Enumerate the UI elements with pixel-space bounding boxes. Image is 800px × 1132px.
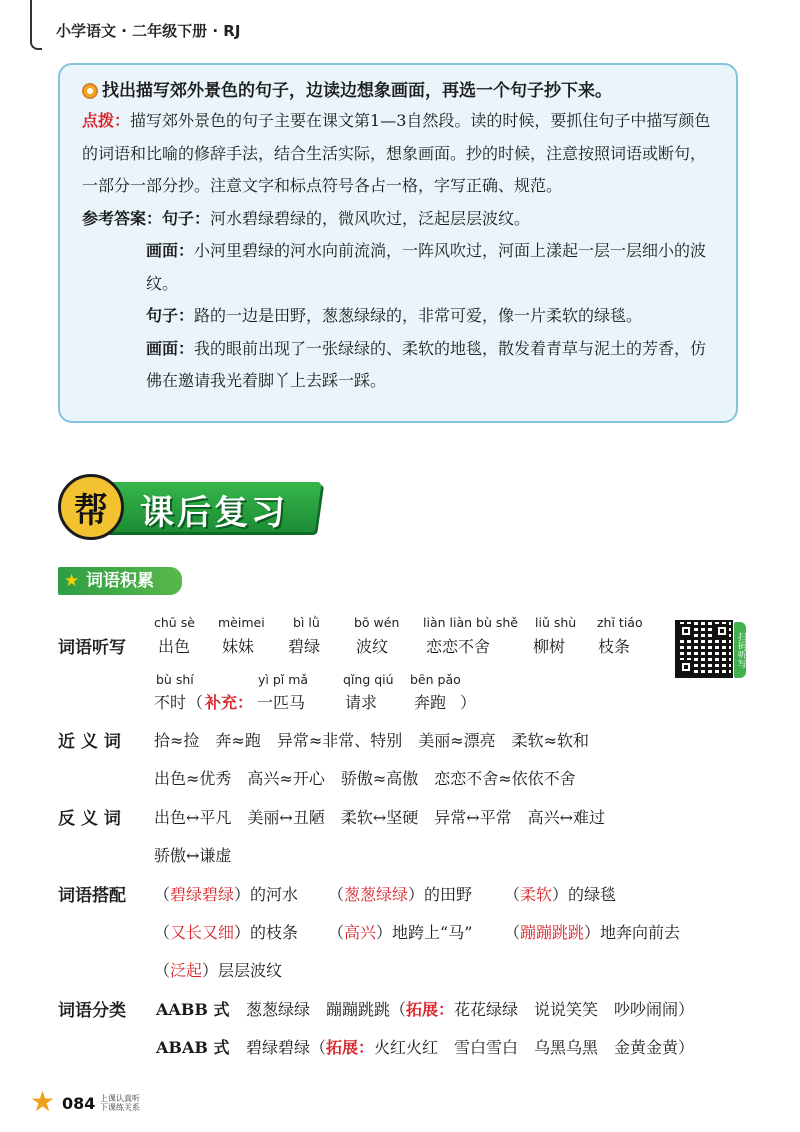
supplement-label: 补充： xyxy=(205,693,254,712)
collocation-item: （碧绿碧绿）的河水 xyxy=(154,885,299,904)
collocation-item: （柔软）的绿毯 xyxy=(504,885,617,904)
classification-label: 词语分类 xyxy=(58,1001,126,1021)
collocation-item: （高兴）地跨上“马” xyxy=(328,923,473,942)
dictation-label: 词语听写 xyxy=(58,638,126,658)
qr-tag: 扫码听写 xyxy=(734,622,746,678)
collocation-item: （又长又细）的枝条 xyxy=(154,923,299,942)
answer-picture-1: 画面：小河里碧绿的河水向前流淌，一阵风吹过，河面上漾起一层一层细小的波纹。 xyxy=(146,241,707,293)
antonyms-line-2: 骄傲↔谦虚 xyxy=(154,846,232,865)
synonyms-line-1: 拾≈捡 奔≈跑 异常≈非常、特别 美丽≈漂亮 柔软≈软和 xyxy=(154,731,590,750)
question: 找出描写郊外景色的句子，边读边想象画面，再选一个句子抄下来。 xyxy=(82,77,720,105)
synonyms-line-2: 出色≈优秀 高兴≈开心 骄傲≈高傲 恋恋不舍≈依依不舍 xyxy=(154,769,576,788)
collocation-item: （蹦蹦跳跳）地奔向前去 xyxy=(504,923,681,942)
dictation-word: 波纹 xyxy=(356,637,389,656)
answer-picture-2: 画面：我的眼前出现了一张绿绿的、柔软的地毯，散发着青草与泥土的芳香，仿佛在邀请我光着脚丫上去踩一踩。 xyxy=(146,338,707,390)
answer-sentence-2: 句子：路的一边是田野，葱葱绿绿的，非常可爱，像一片柔软的绿毯。 xyxy=(146,306,643,325)
page-number: 084 xyxy=(62,1094,96,1113)
dictation-word: 出色 xyxy=(158,637,191,656)
collocations-label: 词语搭配 xyxy=(58,886,126,906)
star-mascot-icon: ★ xyxy=(30,1085,56,1118)
dictation-word: 妹妹 xyxy=(222,637,255,656)
answer-sentence-1: 参考答案：句子：河水碧绿碧绿的，微风吹过，泛起层层波纹。 xyxy=(82,208,531,228)
antonyms-line-1: 出色↔平凡 美丽↔丑陋 柔软↔坚硬 异常↔平常 高兴↔难过 xyxy=(154,808,606,827)
subsection-banner: ★ 词语积累 xyxy=(58,567,182,595)
abab-type: ABAB 式 xyxy=(156,1038,230,1057)
question-bullet-icon xyxy=(82,83,98,99)
abab-words: 碧绿碧绿（拓展：火红火红 雪白雪白 乌黑乌黑 金黄金黄） xyxy=(246,1038,695,1057)
antonyms-label: 反 义 词 xyxy=(58,809,121,829)
dictation-word: 碧绿 xyxy=(288,637,321,656)
answer-box xyxy=(58,63,738,423)
hint-paragraph: 点拨：描写郊外景色的句子主要在课文第1—3自然段。读的时候，要抓住句子中描写颜色的词语和比喻的修辞手法，结合生活实际，想象画面。抄的时候，注意按照词语或断句，一部分一部分抄。注意文字和标点符号各占一格，字写正确、规范。 xyxy=(82,111,711,195)
dictation-word: 不时 xyxy=(154,693,187,712)
section-badge: 帮 xyxy=(58,474,124,540)
collocation-item: （泛起）层层波纹 xyxy=(154,961,283,980)
dictation-word: 请求 xyxy=(345,693,378,712)
aabb-words: 葱葱绿绿 蹦蹦跳跳（拓展：花花绿绿 说说笑笑 吵吵闹闹） xyxy=(246,1000,695,1019)
dictation-word: 柳树 xyxy=(533,637,566,656)
dictation-word: 恋恋不舍 xyxy=(426,637,491,656)
collocation-item: （葱葱绿绿）的田野 xyxy=(328,885,473,904)
star-icon: ★ xyxy=(64,571,80,591)
section-title: 课后复习 xyxy=(140,493,288,533)
section-banner xyxy=(58,474,320,540)
page-header-title: 小学语文 · 二年级下册 · RJ xyxy=(56,22,241,40)
dictation-word: 一匹马 xyxy=(257,693,306,712)
header-bracket xyxy=(30,0,42,50)
dictation-word: 枝条 xyxy=(598,637,631,656)
dictation-word: 奔跑 xyxy=(414,693,447,712)
synonyms-label: 近 义 词 xyxy=(58,732,121,752)
qr-code[interactable] xyxy=(675,620,733,678)
footer-note: 上课认真听 下课练关系 xyxy=(100,1094,140,1112)
aabb-type: AABB 式 xyxy=(156,1000,230,1019)
